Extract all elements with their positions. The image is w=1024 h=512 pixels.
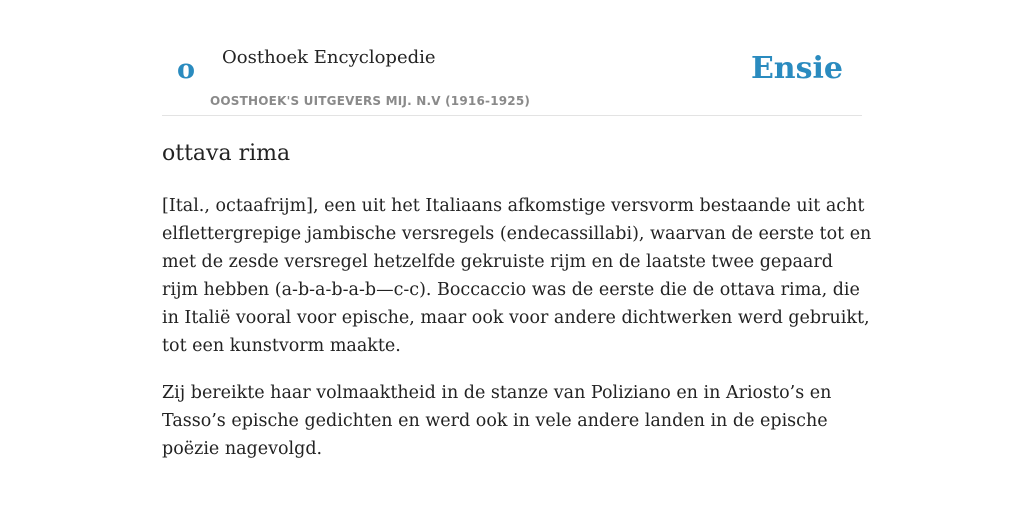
site-title[interactable]: Oosthoek Encyclopedie [222,47,436,68]
site-logo[interactable]: o [177,54,196,85]
site-header [162,0,862,116]
article-page [162,0,872,459]
publisher-subtitle: OOSTHOEK'S UITGEVERS MIJ. N.V (1916-1925) [210,94,531,108]
entry-paragraph-2: Zij bereikte haar volmaaktheid in de stanze van Poliziano en in Ariosto’s en Tasso’s epische gedichten en werd ook in vele andere landen in de epische poëzie nagevolgd. [162,383,832,459]
ensie-brand-link[interactable]: Ensie [750,51,843,86]
entry-title: ottava rima [162,141,291,166]
entry-paragraph-1: [Ital., octaafrijm], een uit het Italiaans afkomstige versvorm bestaande uit acht elflettergrepige jambische versregels (endecassillabi), waarvan de eerste tot en met de zesde versregel hetzelfde gekruiste rijm en de laatste twee gepaard rijm hebben (a-b-a-b-a-b—c-c). Boccaccio was de eerste die de ottava rima, die in Italië vooral voor epische, maar ook voor andere dichtwerken werd gebruikt, tot een kunstvorm maakte. [162,196,872,356]
